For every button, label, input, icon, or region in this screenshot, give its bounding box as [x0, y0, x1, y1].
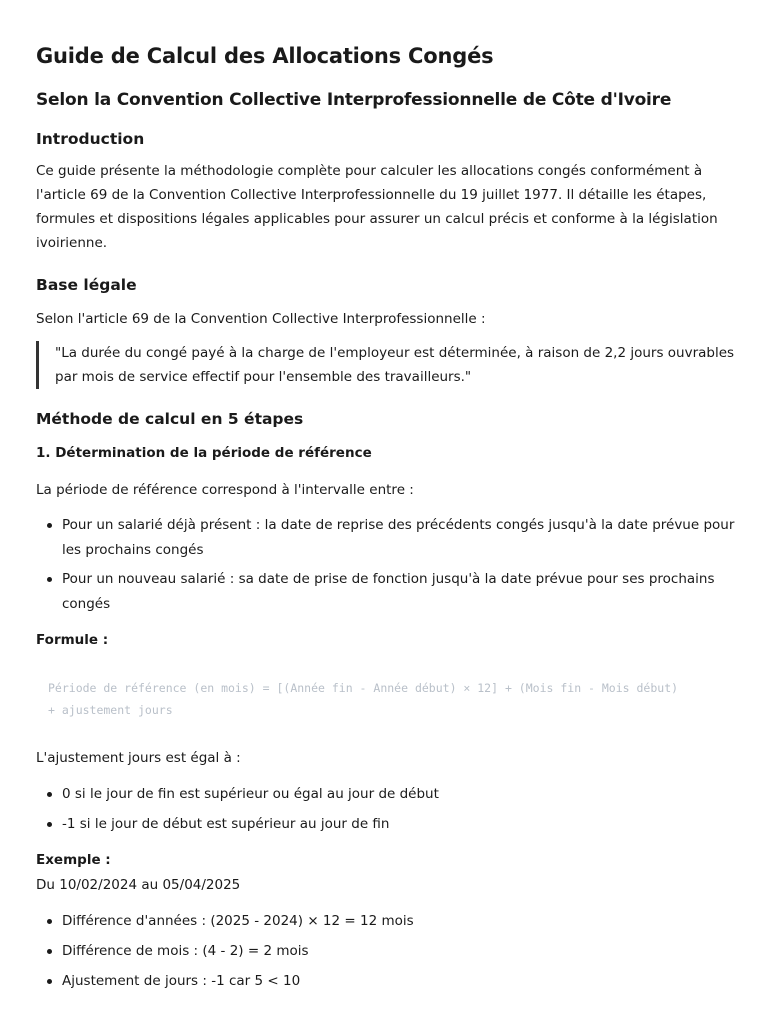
- step1-lead: La période de référence correspond à l'intervalle entre :: [36, 482, 414, 498]
- quote-line: "La durée du congé payé à la charge de l'employeur est déterminée, à raison de 2,2 jours ouvrables: [55, 345, 735, 361]
- list-item-text: -1 si le jour de début est supérieur au jour de fin: [62, 816, 390, 832]
- intro-line: formules et dispositions légales applicables pour assurer un calcul précis et conforme à la législation: [36, 211, 718, 227]
- list-item-line: congés: [62, 596, 111, 612]
- formula-code-block: [48, 677, 678, 721]
- bullet-icon: [47, 979, 52, 984]
- document-subtitle: Selon la Convention Collective Interprofessionnelle de Côte d'Ivoire: [36, 90, 672, 110]
- bullet-icon: [47, 577, 52, 582]
- intro-heading: Introduction: [36, 130, 145, 148]
- formula-line: Période de référence (en mois) = [(Année fin - Année début) × 12] + (Mois fin - Mois début): [48, 681, 679, 695]
- intro-line: ivoirienne.: [36, 235, 108, 251]
- legal-quote: [36, 341, 736, 389]
- list-item-line: les prochains congés: [62, 542, 204, 558]
- method-heading: Méthode de calcul en 5 étapes: [36, 410, 304, 428]
- bullet-icon: [47, 949, 52, 954]
- bullet-icon: [47, 919, 52, 924]
- document-title: Guide de Calcul des Allocations Congés: [36, 44, 494, 68]
- list-item-line: Pour un salarié déjà présent : la date de reprise des précédents congés jusqu'à la date prévue pour: [62, 517, 735, 533]
- list-item-text: Ajustement de jours : -1 car 5 < 10: [62, 973, 301, 989]
- formula-line: + ajustement jours: [48, 703, 173, 717]
- adjust-lead: L'ajustement jours est égal à :: [36, 750, 241, 766]
- bullet-icon: [47, 822, 52, 827]
- list-item-text: 0 si le jour de fin est supérieur ou égal au jour de début: [62, 786, 439, 802]
- quote-line: par mois de service effectif pour l'ensemble des travailleurs.": [55, 369, 472, 385]
- step1-heading: 1. Détermination de la période de référence: [36, 445, 372, 461]
- list-item-text: Différence d'années : (2025 - 2024) × 12 = 12 mois: [62, 913, 414, 929]
- base-lead: Selon l'article 69 de la Convention Collective Interprofessionnelle :: [36, 311, 486, 327]
- example-label: Exemple :: [36, 852, 111, 868]
- example-dates: Du 10/02/2024 au 05/04/2025: [36, 877, 241, 893]
- list-item-line: Pour un nouveau salarié : sa date de prise de fonction jusqu'à la date prévue pour ses prochains: [62, 571, 715, 587]
- list-item-text: Différence de mois : (4 - 2) = 2 mois: [62, 943, 309, 959]
- base-heading: Base légale: [36, 276, 137, 294]
- intro-line: Ce guide présente la méthodologie complète pour calculer les allocations congés conformément à: [36, 163, 703, 179]
- bullet-icon: [47, 523, 52, 528]
- intro-paragraph: [36, 159, 718, 255]
- bullet-icon: [47, 792, 52, 797]
- intro-line: l'article 69 de la Convention Collective Interprofessionnelle du 19 juillet 1977. Il détaille les étapes,: [36, 187, 707, 203]
- formula-label: Formule :: [36, 632, 109, 648]
